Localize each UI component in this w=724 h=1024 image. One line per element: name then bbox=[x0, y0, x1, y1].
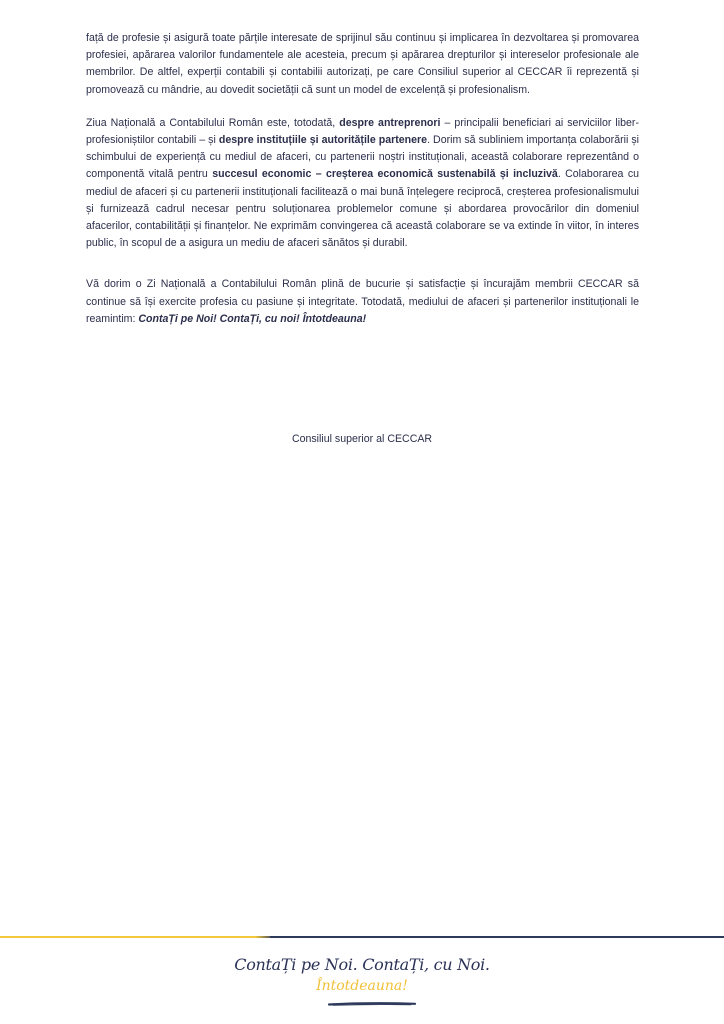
paragraph-2-text-c: . Dorim să subliniem importanța colaborării și schimbului de experiență cu mediul de afaceri, cu partenerii noștri instituționali, această colaborare reprezentând o componentă vitală pentru bbox=[86, 134, 640, 181]
bold-entrepreneurs: despre antreprenori bbox=[339, 116, 441, 129]
paragraph-1 bbox=[86, 30, 639, 99]
paragraph-1-text: față de profesie și asigură toate părțile interesate de sprijinul său continuu și implicarea în dezvoltarea și promovarea profesiei, apărarea valorilor fundamentele ale acesteia, precum și apărarea drepturilor și intereselor profesionale ale membrilor. De altfel, experții contabili și contabilii autorizați, pe care Consiliul superior al CECCAR îi reprezentă și promovează cu mândrie, au dovedit societății că sunt un model de excelență și profesionalism. bbox=[86, 32, 639, 96]
bold-economic-success: succesul economic – creșterea economică sustenabilă și incluzivă bbox=[212, 168, 558, 181]
paragraph-3-text: Vă dorim o Zi Națională a Contabilului Român plină de bucurie și satisfacție și încurajăm membrii CECCAR să continue să își exercite profesia cu pasiune și integritate. Totodată, mediului de afaceri și partenerilor instituționali le reamintim: bbox=[86, 278, 639, 325]
paragraph-2-text-d: . Colaborarea cu mediul de afaceri și cu partenerii instituționali facilitează o mai bună înțelegere reciprocă, creșterea profesionalismului și furnizează cadrul necesar pentru soluționarea problemelor comune și abordarea provocărilor din domeniul afacerilor, contabilității și finanțelor. Ne exprimăm convingerea că această colaborare se va extinde în viitor, în interes public, în scopul de a asigura un mediu de afaceri sănătos și durabil. bbox=[86, 168, 640, 250]
brush-underline-icon bbox=[327, 1002, 417, 1006]
paragraph-2-text-b: – principalii beneficiari ai serviciilor liber-profesioniștilor contabili – și bbox=[86, 116, 639, 147]
signature: Consiliul superior al CECCAR bbox=[291, 433, 433, 445]
slogan-line-1: ContaȚi pe Noi. ContaȚi, cu Noi. bbox=[234, 955, 490, 974]
motto-text: ContaȚi pe Noi! ContaȚi, cu noi! Întotdeauna! bbox=[138, 312, 367, 325]
paragraph-3 bbox=[86, 276, 639, 328]
slogan-line-2: Întotdeauna! bbox=[316, 978, 408, 994]
footer-divider-navy bbox=[270, 936, 724, 938]
letter-body bbox=[86, 30, 639, 344]
footer-divider-yellow bbox=[0, 936, 262, 938]
footer-divider bbox=[0, 936, 724, 938]
paragraph-2-text-a: Ziua Națională a Contabilului Român este, totodată, bbox=[86, 116, 340, 129]
footer-slogan bbox=[0, 955, 724, 995]
bold-institutions: despre instituțiile și autoritățile partenere bbox=[218, 134, 428, 147]
paragraph-2 bbox=[86, 115, 639, 253]
